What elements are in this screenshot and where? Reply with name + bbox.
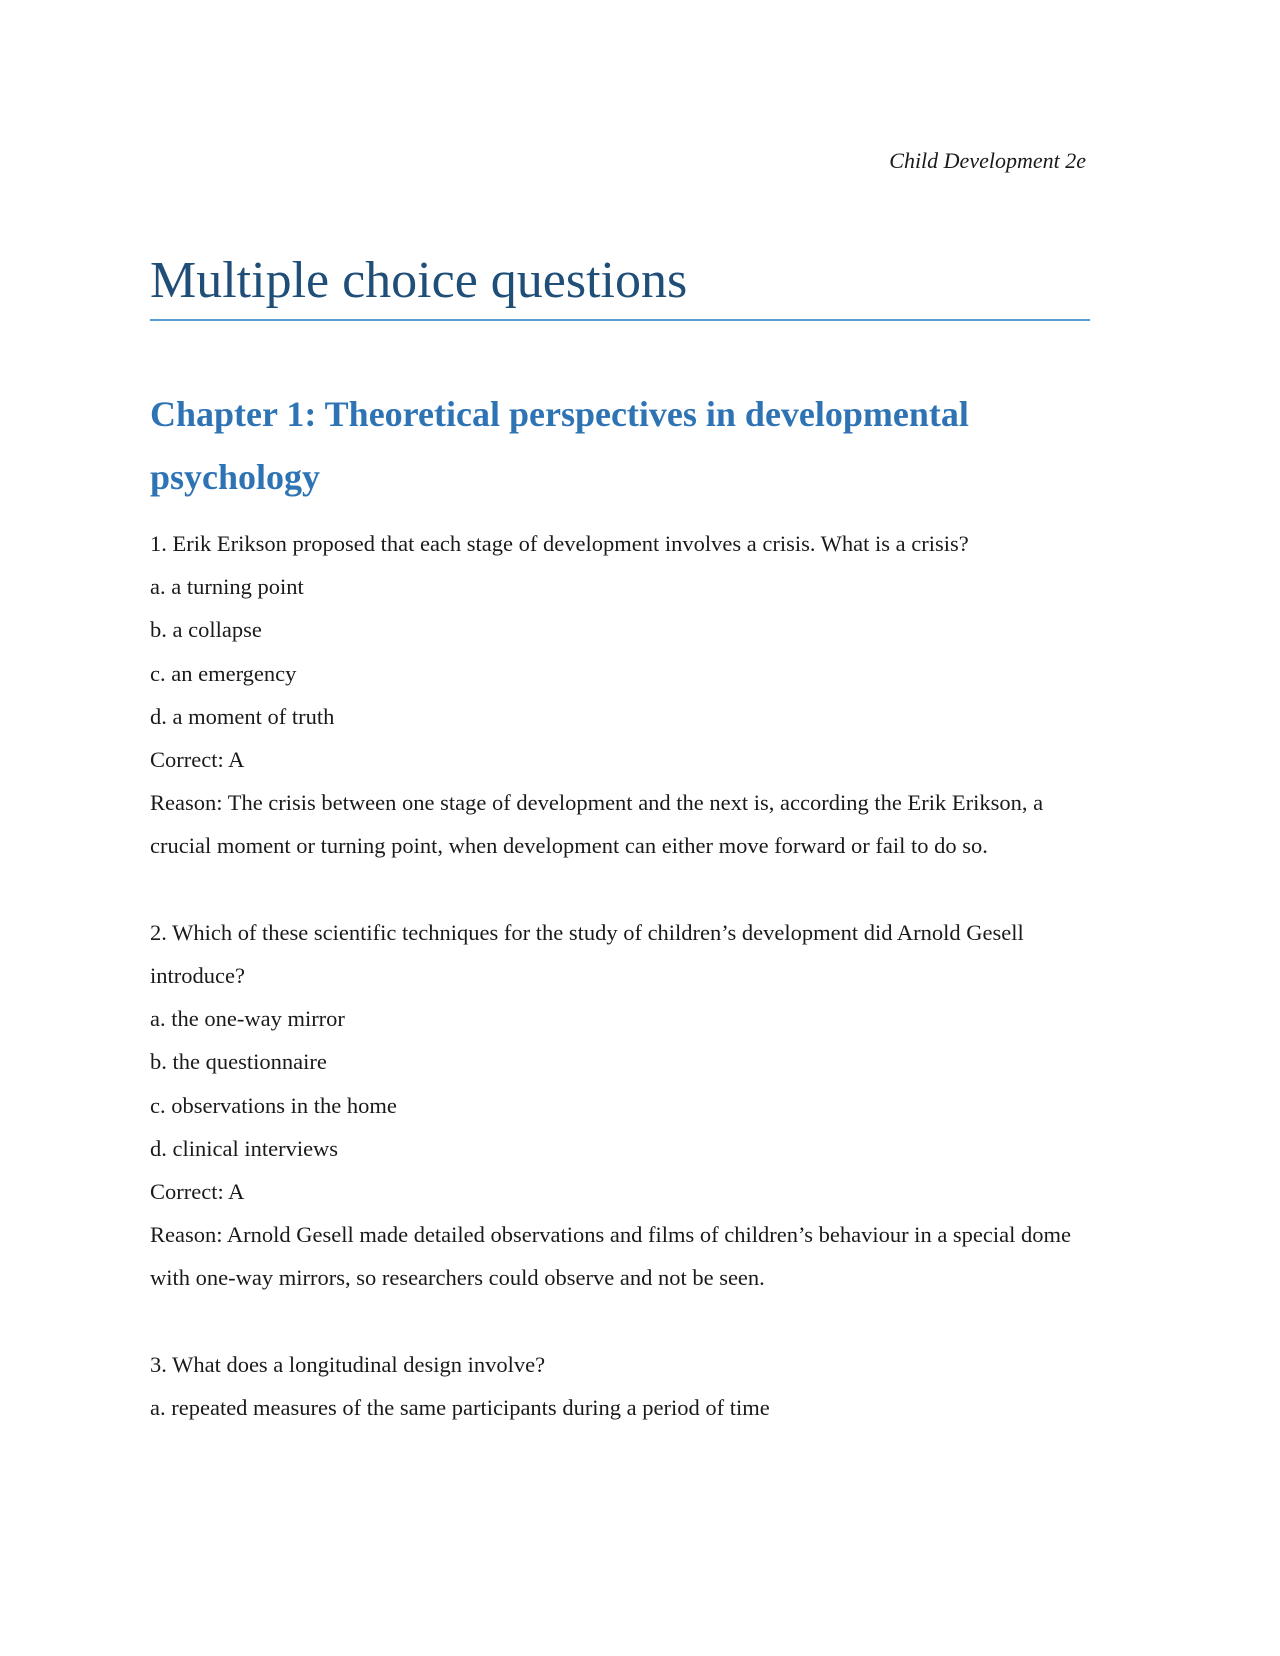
correct-answer: Correct: A <box>150 1179 245 1205</box>
correct-answer: Correct: A <box>150 747 245 773</box>
question-block-1 <box>150 522 1090 868</box>
question-spacer <box>150 868 1090 911</box>
answer-option: a. a turning point <box>150 574 304 600</box>
answer-option: a. repeated measures of the same participants during a period of time <box>150 1395 770 1421</box>
question-prompt: 2. Which of these scientific techniques for the study of children’s development did Arnold Gesell introduce? <box>150 919 1024 989</box>
answer-option: d. a moment of truth <box>150 703 335 729</box>
question-list <box>150 522 1090 1429</box>
question-block-2 <box>150 911 1090 1300</box>
question-prompt: 1. Erik Erikson proposed that each stage of development involves a crisis. What is a crisis? <box>150 531 969 556</box>
answer-option: d. clinical interviews <box>150 1135 339 1161</box>
question-spacer <box>150 1300 1090 1343</box>
answer-reason: Reason: Arnold Gesell made detailed observations and films of children’s behaviour in a special dome with one-way mirrors, so researchers could observe and not be seen. <box>150 1222 1072 1291</box>
answer-reason: Reason: The crisis between one stage of development and the next is, according the Erik Erikson, a crucial moment or turning point, when development can either move forward or fail to do so. <box>150 790 1044 859</box>
answer-option: c. an emergency <box>150 660 297 686</box>
document-title: Multiple choice questions <box>150 255 1090 321</box>
question-prompt: 3. What does a longitudinal design involve? <box>150 1351 546 1377</box>
answer-option: b. a collapse <box>150 617 262 643</box>
running-header: Child Development 2e <box>889 148 1086 173</box>
answer-option: b. the questionnaire <box>150 1049 327 1075</box>
answer-option: a. the one-way mirror <box>150 1006 345 1032</box>
answer-option: c. observations in the home <box>150 1092 397 1118</box>
chapter-heading: Chapter 1: Theoretical perspectives in developmental psychology <box>150 394 969 497</box>
question-block-3 <box>150 1343 1090 1429</box>
